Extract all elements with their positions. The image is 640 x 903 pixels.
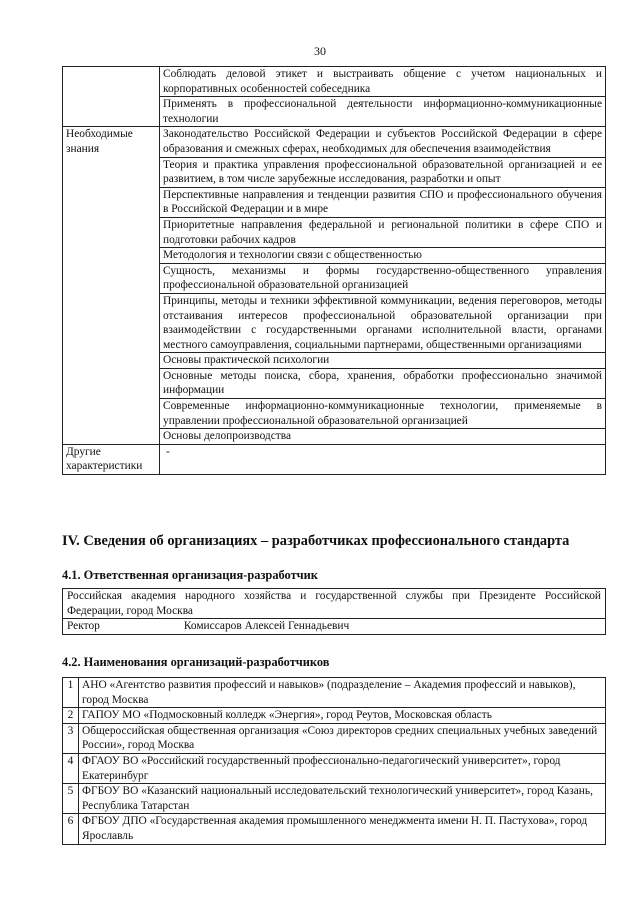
row-number: 6 (63, 814, 79, 844)
other-value: - (160, 444, 606, 474)
knowledge-cell: Основы практической психологии (160, 353, 606, 369)
skill-cell: Применять в профессиональной деятельности информационно-коммуникационные технологии (160, 97, 606, 127)
developers-heading: 4.2. Наименования организаций-разработчиков (62, 655, 330, 669)
table-row (63, 444, 606, 474)
responsible-table (62, 588, 606, 635)
row-number: 3 (63, 723, 79, 753)
table-row (63, 619, 606, 635)
knowledge-cell: Теория и практика управления профессиональной образовательной организацией и ее развитием, в том числе зарубежные исследования, разработки и опыт (160, 157, 606, 187)
table-row (63, 67, 606, 97)
organization-name: ГАПОУ МО «Подмосковный колледж «Энергия», город Реутов, Московская область (79, 708, 606, 724)
developers-table (62, 677, 606, 845)
organization-name: ФГБОУ ВО «Казанский национальный исследовательский технологический университет», город Казань, Республика Татарстан (79, 784, 606, 814)
table-row (63, 753, 606, 783)
responsible-signatory (63, 619, 606, 635)
knowledge-cell: Перспективные направления и тенденции развития СПО и профессионального обучения в Российской Федерации и в мире (160, 187, 606, 217)
row-number: 5 (63, 784, 79, 814)
organization-name: Общероссийская общественная организация «Союз директоров средних специальных учебных заведений России», город Москва (79, 723, 606, 753)
responsible-organization: Российская академия народного хозяйства и государственной службы при Президенте Российской Федерации, город Москва (63, 589, 606, 619)
empty-label-cell (63, 67, 160, 127)
responsible-heading: 4.1. Ответственная организация-разработчик (62, 568, 318, 582)
table-row (63, 723, 606, 753)
person-name: Комиссаров Алексей Геннадьевич (183, 620, 350, 633)
position-label: Ректор (67, 620, 100, 633)
skills-table (62, 66, 606, 475)
knowledge-cell: Сущность, механизмы и формы государственно-общественного управления профессиональной образовательной организацией (160, 263, 606, 293)
knowledge-cell: Современные информационно-коммуникационные технологии, применяемые в управлении профессиональной образовательной организацией (160, 399, 606, 429)
row-number: 4 (63, 753, 79, 783)
other-label: Другие характеристики (63, 444, 160, 474)
table-row (63, 814, 606, 844)
page-number: 30 (314, 44, 326, 58)
table-row (63, 784, 606, 814)
organization-name: АНО «Агентство развития профессий и навыков» (подразделение – Академия профессий и навыков), город Москва (79, 678, 606, 708)
section-heading: IV. Сведения об организациях – разработчиках профессионального стандарта (62, 533, 570, 549)
table-row (63, 708, 606, 724)
knowledge-label: Необходимые знания (63, 127, 160, 444)
row-number: 2 (63, 708, 79, 724)
knowledge-cell: Основные методы поиска, сбора, хранения, обработки профессионально значимой информации (160, 368, 606, 398)
knowledge-cell: Приоритетные направления федеральной и региональной политики в сфере СПО и подготовки рабочих кадров (160, 217, 606, 247)
knowledge-cell: Законодательство Российской Федерации и субъектов Российской Федерации в сфере образования и смежных сферах, необходимых для обеспечения взаимодействия (160, 127, 606, 157)
row-number: 1 (63, 678, 79, 708)
organization-name: ФГАОУ ВО «Российский государственный профессионально-педагогический университет», город Екатеринбург (79, 753, 606, 783)
knowledge-cell: Принципы, методы и техники эффективной коммуникации, ведения переговоров, методы отстаивания интересов профессиональной образовательной организации при взаимодействии с государственными органами исполнительной власти, органами местного самоуправления, социальными партнерами, общественными организациями (160, 293, 606, 352)
table-row (63, 127, 606, 157)
organization-name: ФГБОУ ДПО «Государственная академия промышленного менеджмента имени Н. П. Пастухова», город Ярославль (79, 814, 606, 844)
knowledge-cell: Методология и технологии связи с общественностью (160, 248, 606, 264)
table-row (63, 678, 606, 708)
knowledge-cell: Основы делопроизводства (160, 429, 606, 445)
skill-cell: Соблюдать деловой этикет и выстраивать общение с учетом национальных и корпоративных особенностей собеседника (160, 67, 606, 97)
table-row (63, 589, 606, 619)
